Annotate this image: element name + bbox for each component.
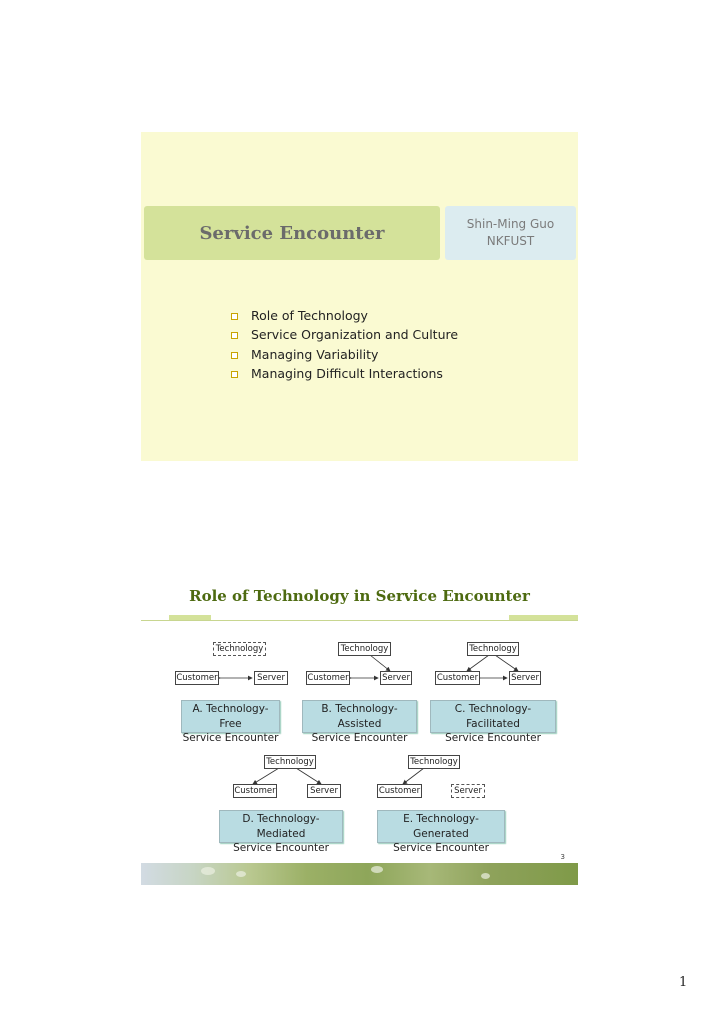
slide-1 [141,132,578,461]
server-node-a: Server [254,671,288,685]
encounter-label-a: A. Technology-Free Service Encounter [181,700,280,733]
encounter-label-e: E. Technology-Generated Service Encounter [377,810,505,843]
technology-node-c: Technology [467,642,519,656]
square-bullet-icon [231,313,238,320]
encounter-label-c: C. Technology-Facilitated Service Encounter [430,700,556,733]
customer-node-a: Customer [176,673,218,683]
author-name: Shin-Ming Guo [466,217,555,231]
bullet-item: Managing Variability [228,345,458,364]
bullet-list [228,306,458,383]
title-band [144,206,440,260]
square-bullet-icon [231,352,238,359]
slide-title: Service Encounter [199,222,385,244]
square-bullet-icon [231,371,238,378]
arrow-d-technology-server [296,768,321,784]
technology-node-b: Technology [338,642,391,656]
arrow-c-technology-server [495,655,518,671]
encounter-label-b: B. Technology-Assisted Service Encounter [302,700,417,733]
arrow-c-technology-customer [467,655,489,671]
bullet-item: Role of Technology [228,306,458,325]
server-node-d: Server [307,784,341,798]
slide-number: 3 [560,853,565,861]
square-bullet-icon [231,332,238,339]
bullet-item: Managing Difficult Interactions [228,364,458,383]
server-node-b: Server [380,671,412,685]
customer-node-b: Customer [307,673,349,683]
slide-2 [141,573,578,885]
arrow-e-technology-customer [403,768,424,784]
customer-node-c: Customer [436,673,479,683]
server-node-c: Server [509,671,541,685]
technology-node-e: Technology [408,755,460,769]
encounter-label-d: D. Technology-Mediated Service Encounter [219,810,343,843]
page-number: 1 [679,975,688,990]
server-node-e: Server [451,784,485,798]
technology-node-a: Technology [213,642,266,656]
bullet-item: Service Organization and Culture [228,325,458,344]
author-band [445,206,576,260]
arrow-b-technology-server [370,655,390,671]
author-affiliation: NKFUST [486,234,535,248]
customer-node-e: Customer [378,786,421,796]
tree-photo-strip [141,863,578,885]
arrow-d-technology-customer [253,768,279,784]
slide-2-title: Role of Technology in Service Encounter [189,587,530,605]
customer-node-d: Customer [234,786,276,796]
technology-node-d: Technology [264,755,316,769]
